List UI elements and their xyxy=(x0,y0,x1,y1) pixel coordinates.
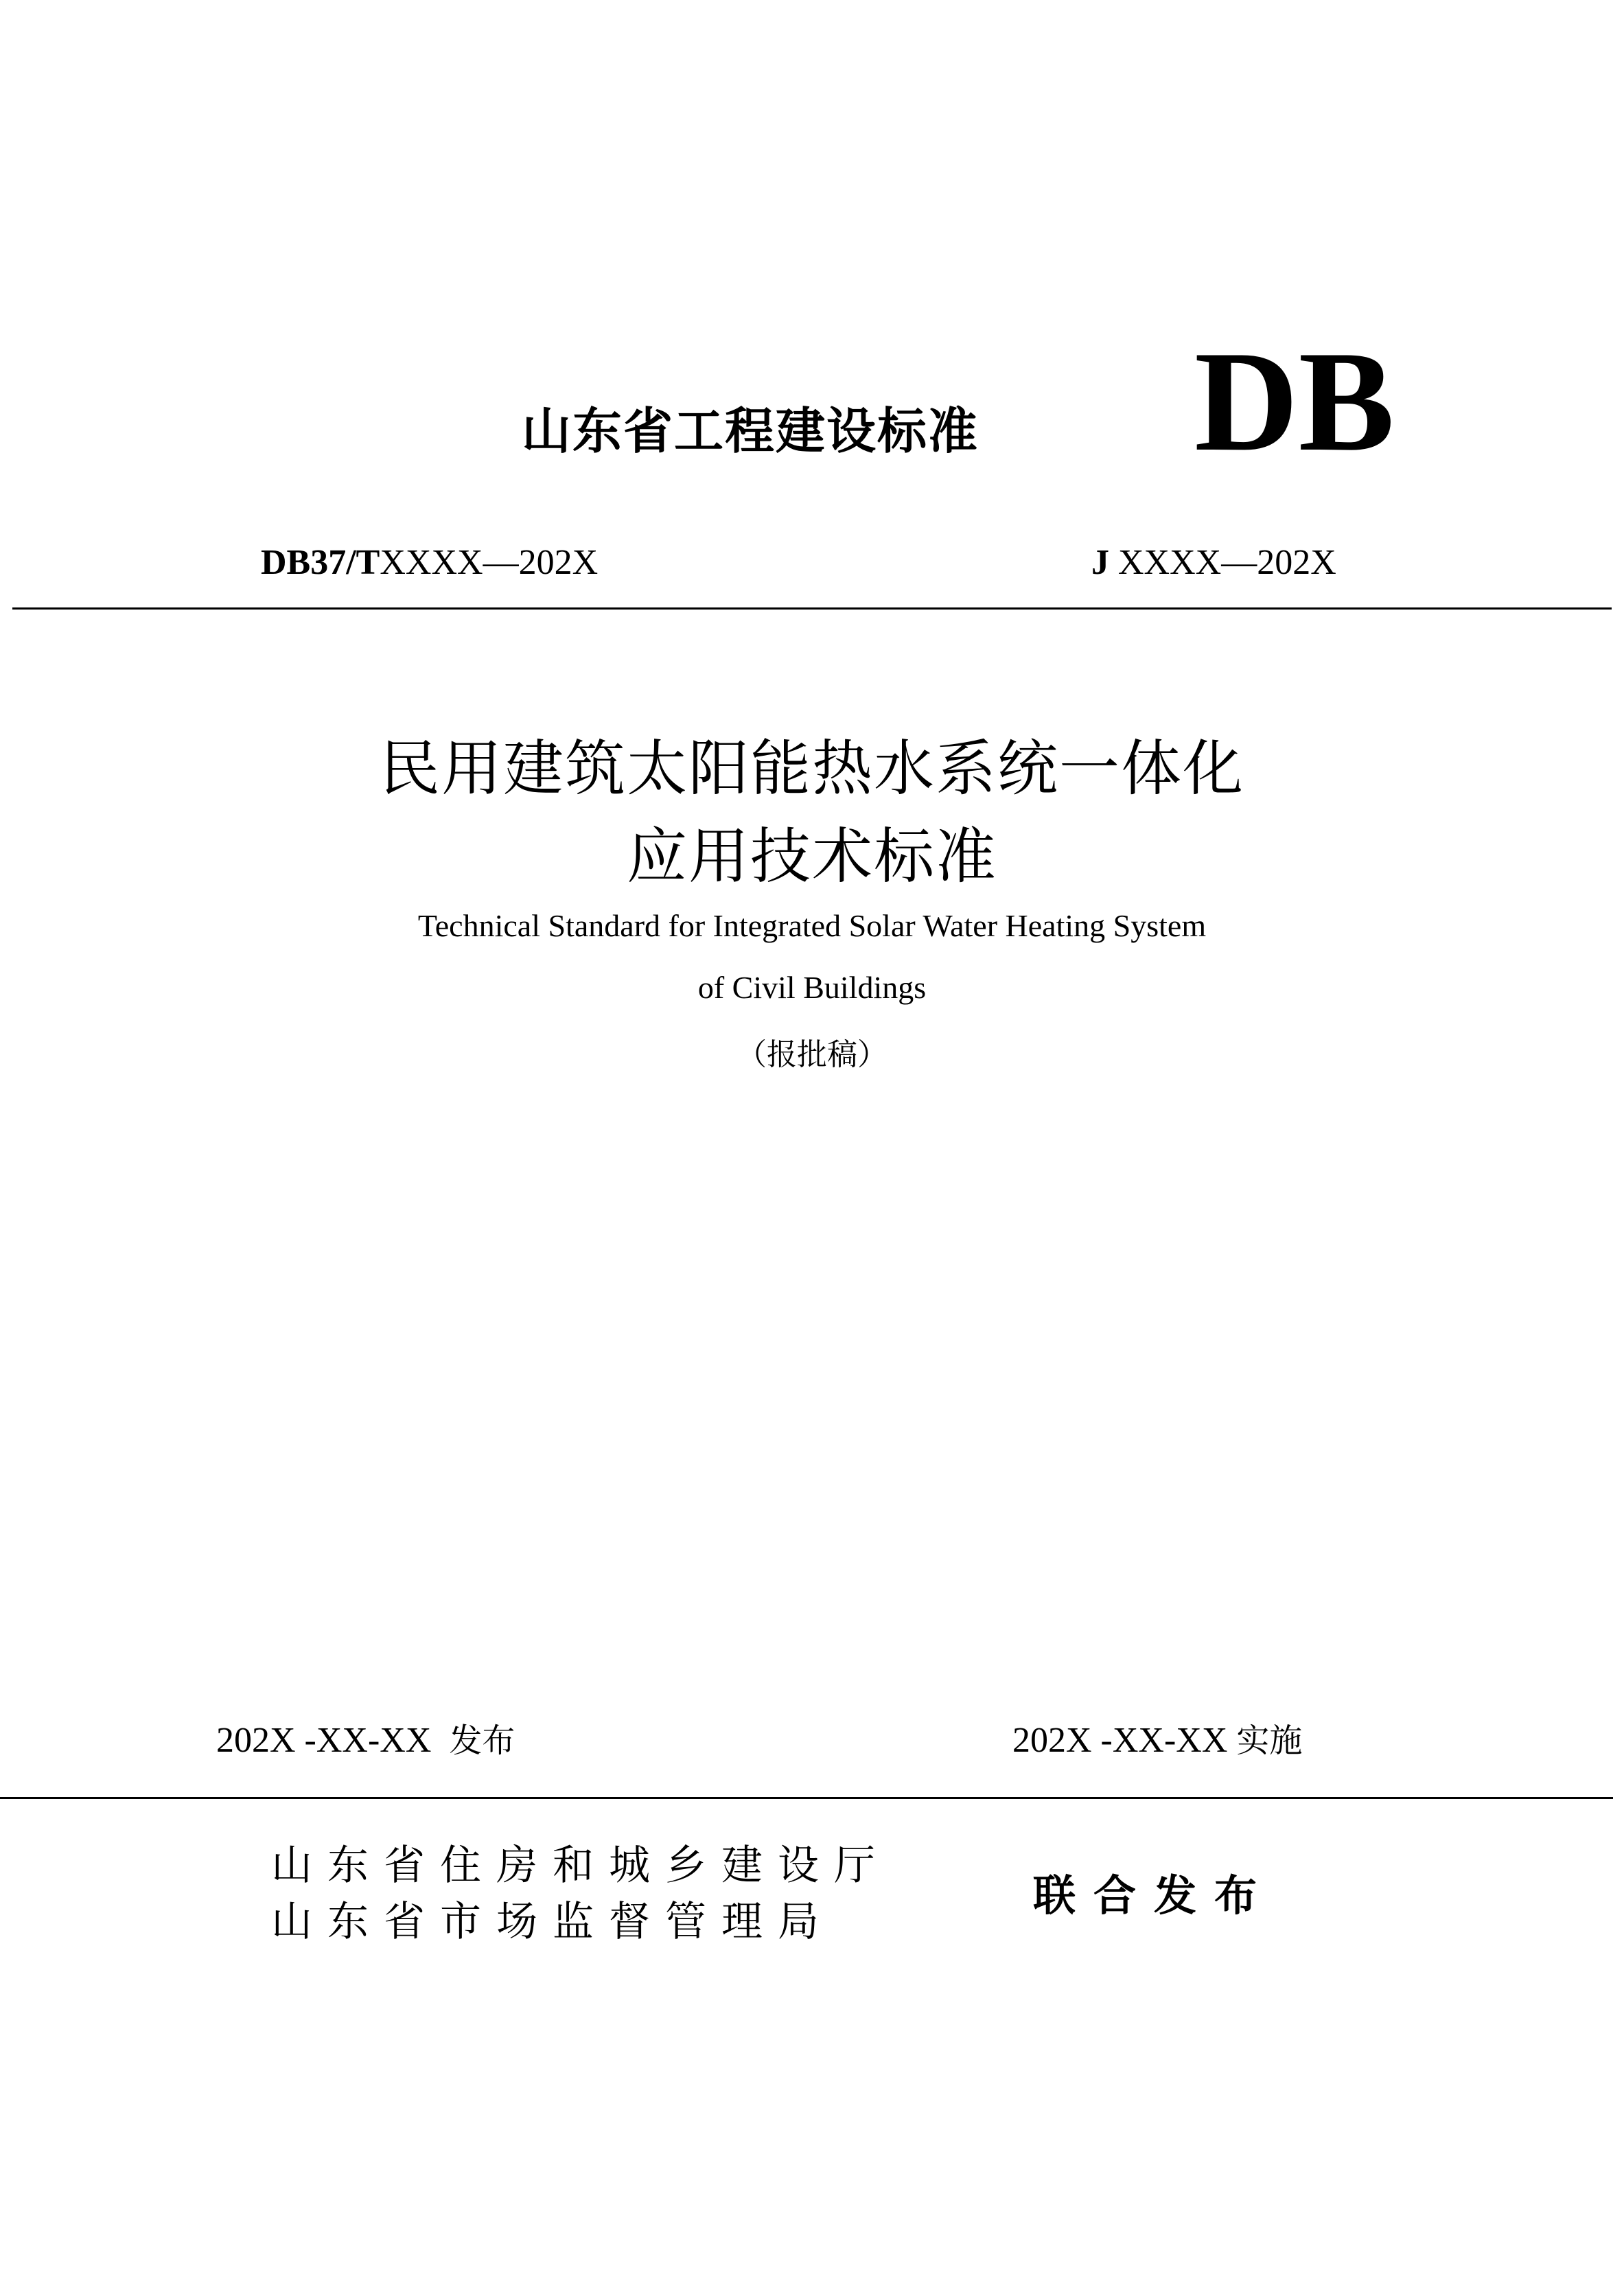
implementation-date-line xyxy=(1012,1714,1302,1761)
standard-code-left xyxy=(261,542,598,583)
issue-date: 202X -XX-XX xyxy=(216,1721,432,1760)
implementation-label: 实施 xyxy=(1236,1721,1303,1760)
title-en-line2: of Civil Buildings xyxy=(697,970,927,1005)
standard-code-right-rest: XXXX—202X xyxy=(1109,543,1336,582)
joint-issue-label: 联合发布 xyxy=(1033,1870,1275,1921)
standard-series-title: 山东省工程建设标准 xyxy=(522,402,979,460)
title-en-line1: Technical Standard for Integrated Solar Water Heating System xyxy=(417,908,1207,943)
title-cn-line1: 民用建筑太阳能热水系统一体化 xyxy=(379,733,1244,804)
issuer-housing-department: 山东省住房和城乡建设厅 xyxy=(271,1842,890,1890)
implementation-date: 202X -XX-XX xyxy=(1012,1721,1228,1760)
standard-code-right xyxy=(1091,542,1336,583)
draft-note: （报批稿） xyxy=(736,1037,888,1072)
top-divider xyxy=(12,607,1612,610)
standard-code-left-prefix: DB37/T xyxy=(261,543,380,582)
title-cn-line2: 应用技术标准 xyxy=(626,821,997,892)
db-mark: DB xyxy=(1194,322,1395,481)
issuer-market-supervision-bureau: 山东省市场监督管理局 xyxy=(271,1898,834,1946)
issue-date-line xyxy=(216,1714,515,1761)
issue-label: 发布 xyxy=(449,1721,515,1760)
standard-code-left-rest: XXXX—202X xyxy=(380,543,599,582)
standard-code-right-prefix: J xyxy=(1091,543,1109,582)
bottom-divider xyxy=(0,1797,1613,1799)
